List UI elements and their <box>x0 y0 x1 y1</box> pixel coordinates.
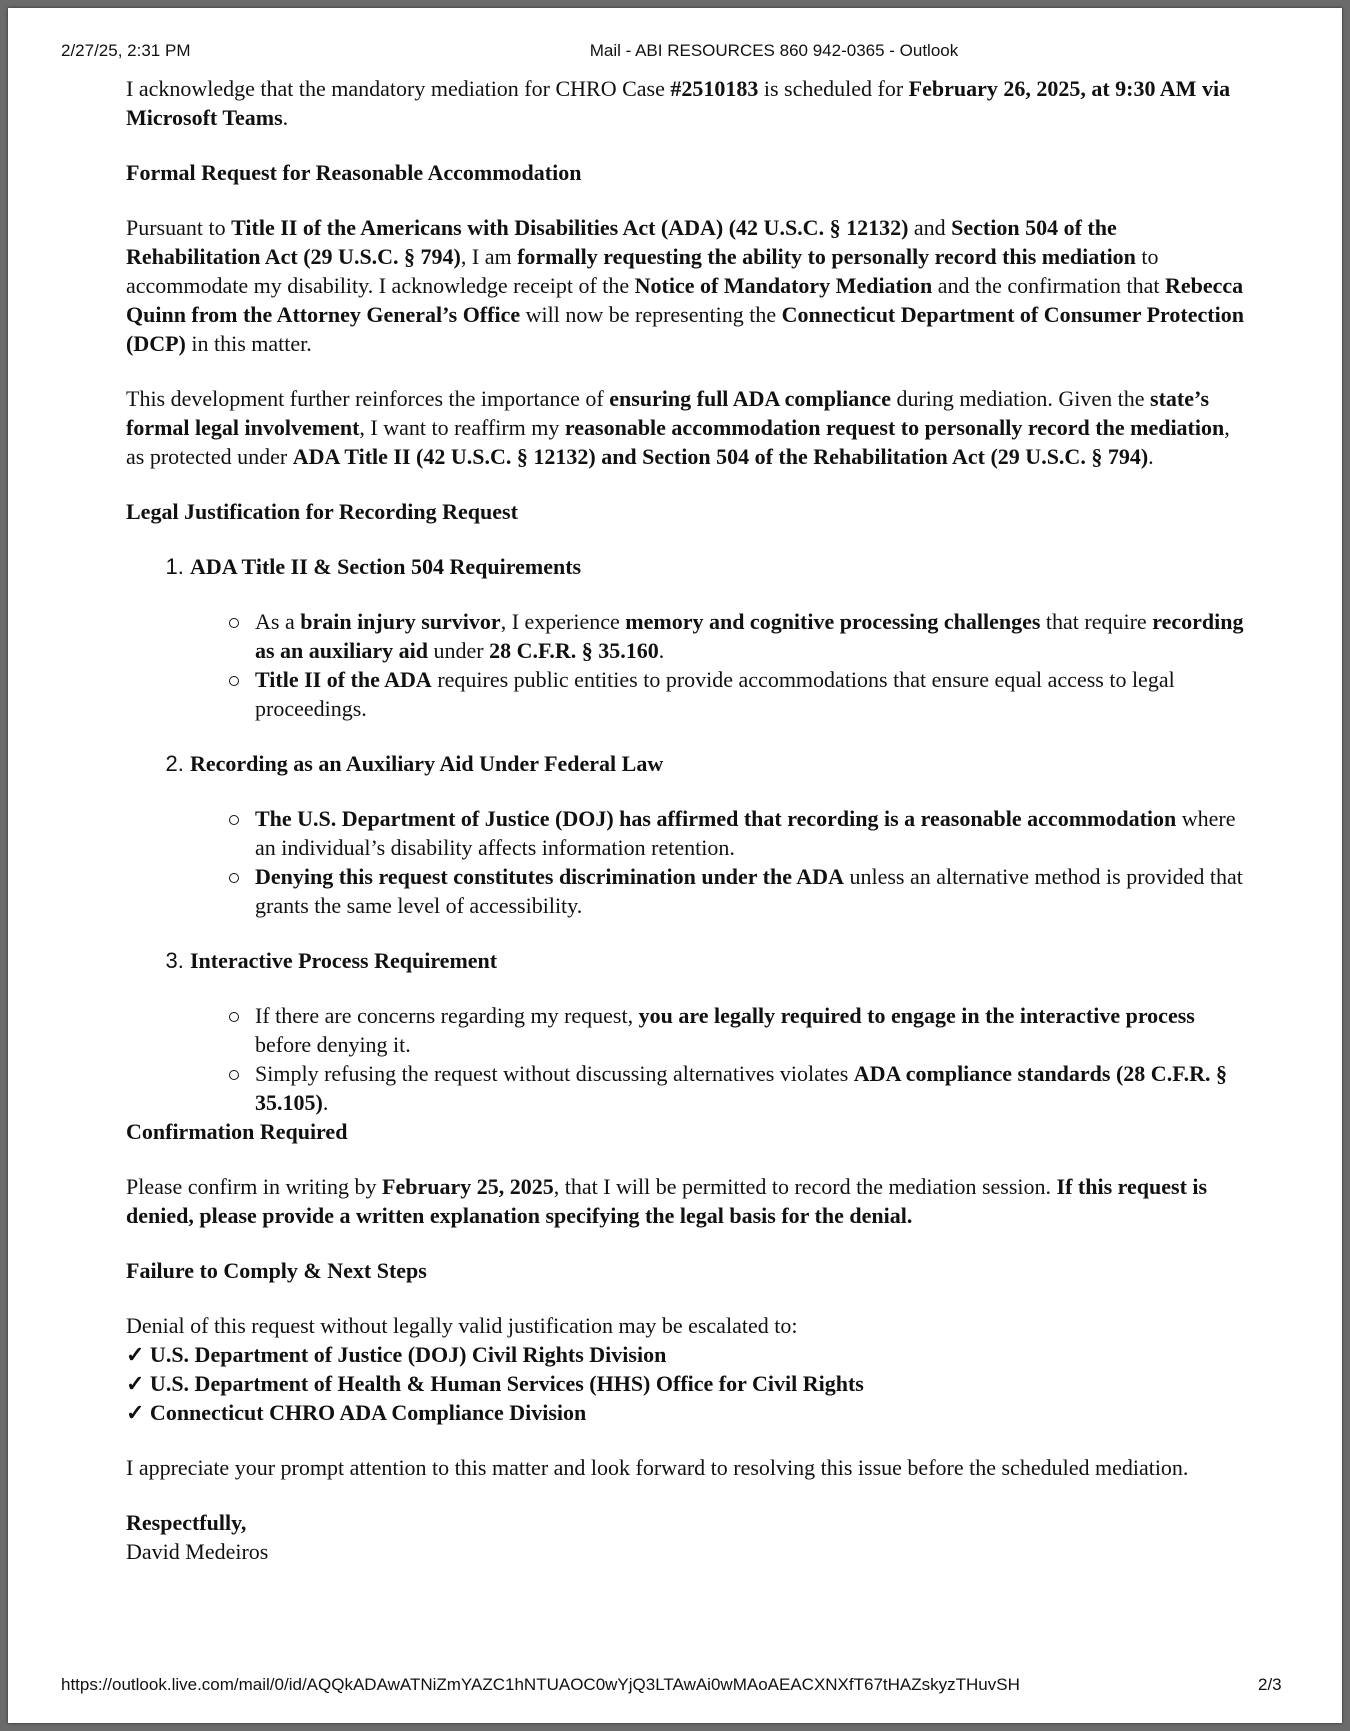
list-item: As a brain injury survivor, I experience memory and cognitive processing challenges that require recording as an auxiliary aid under 28 C.F.R. § 35.160. <box>255 607 1246 665</box>
print-title: Mail - ABI RESOURCES 860 942-0365 - Outlook <box>589 41 959 60</box>
pursuant-paragraph: Pursuant to Title II of the Americans with Disabilities Act (ADA) (42 U.S.C. § 12132) and Section 504 of the Rehabilitation Act (29 U.S.C. § 794), I am formally requesting the ability to personally record this mediation to accommodate my disability. I acknowledge receipt of the Notice of Mandatory Mediation and the confirmation that Rebecca Quinn from the Attorney General’s Office will now be representing the Connecticut Department of Consumer Protection (DCP) in this matter. <box>126 215 1244 356</box>
escalation-item: ✓ U.S. Department of Justice (DOJ) Civil Rights Division <box>126 1342 667 1367</box>
page-number: 2/3 <box>1258 1675 1282 1694</box>
heading-confirmation-required: Confirmation Required <box>126 1119 348 1144</box>
print-url: https://outlook.live.com/mail/0/id/AQQkADAwATNiZmYAZC1hNTUAOC0wYjQ3LTAwAi0wMAoAEACXNXfT67tHAZskyzTHuvSH <box>61 1675 1020 1694</box>
sub-list <box>190 1001 1246 1117</box>
heading-formal-request: Formal Request for Reasonable Accommodation <box>126 160 582 185</box>
escalation-block <box>126 1311 1246 1427</box>
escalation-item: ✓ U.S. Department of Health & Human Services (HHS) Office for Civil Rights <box>126 1371 864 1396</box>
confirm-paragraph: Please confirm in writing by February 25, 2025, that I will be permitted to record the mediation session. If this request is denied, please provide a written explanation specifying the legal basis for the denial. <box>126 1174 1208 1228</box>
email-body <box>126 74 1246 1566</box>
list-item: If there are concerns regarding my request, you are legally required to engage in the interactive process before denying it. <box>255 1001 1246 1059</box>
escalation-item: ✓ Connecticut CHRO ADA Compliance Division <box>126 1400 587 1425</box>
signature-name: David Medeiros <box>126 1539 269 1564</box>
list-item: Denying this request constitutes discrimination under the ADA unless an alternative method is provided that grants the same level of accessibility. <box>255 862 1246 920</box>
pdf-page <box>8 8 1342 1723</box>
list-item: 3. Interactive Process Requirement If there are concerns regarding my request, you are legally required to engage in the interactive process before denying it. Simply refusing the request without discussing alternatives violates ADA compliance standards (28 C.F.R. § 35.105). <box>190 946 1246 1117</box>
development-paragraph: This development further reinforces the importance of ensuring full ADA compliance during mediation. Given the state’s formal legal involvement, I want to reaffirm my reasonable accommodation request to personally record the mediation, as protected under ADA Title II (42 U.S.C. § 12132) and Section 504 of the Rehabilitation Act (29 U.S.C. § 794). <box>126 386 1230 469</box>
list-item: The U.S. Department of Justice (DOJ) has affirmed that recording is a reasonable accommodation where an individual’s disability affects information retention. <box>255 804 1246 862</box>
heading-failure-to-comply: Failure to Comply & Next Steps <box>126 1258 427 1283</box>
justification-list <box>126 552 1246 1117</box>
list-item: 2. Recording as an Auxiliary Aid Under Federal Law The U.S. Department of Justice (DOJ) has affirmed that recording is a reasonable accommodation where an individual’s disability affects information retention. Denying this request constitutes discrimination under the ADA unless an alternative method is provided that grants the same level of accessibility. <box>190 749 1246 920</box>
intro-paragraph: I acknowledge that the mandatory mediation for CHRO Case #2510183 is scheduled for February 26, 2025, at 9:30 AM via Microsoft Teams. <box>126 76 1231 130</box>
list-item: Title II of the ADA requires public entities to provide accommodations that ensure equal access to legal proceedings. <box>255 665 1246 723</box>
heading-legal-justification: Legal Justification for Recording Request <box>126 499 518 524</box>
sub-list <box>190 607 1246 723</box>
sub-list <box>190 804 1246 920</box>
denial-intro: Denial of this request without legally valid justification may be escalated to: <box>126 1313 798 1338</box>
list-item: Simply refusing the request without discussing alternatives violates ADA compliance standards (28 C.F.R. § 35.105). <box>255 1059 1246 1117</box>
closing-paragraph: I appreciate your prompt attention to this matter and look forward to resolving this issue before the scheduled mediation. <box>126 1455 1189 1480</box>
list-item: 1. ADA Title II & Section 504 Requirements As a brain injury survivor, I experience memory and cognitive processing challenges that require recording as an auxiliary aid under 28 C.F.R. § 35.160. Title II of the ADA requires public entities to provide accommodations that ensure equal access to legal proceedings. <box>190 552 1246 723</box>
print-date: 2/27/25, 2:31 PM <box>61 41 191 60</box>
signoff: Respectfully, <box>126 1510 247 1535</box>
